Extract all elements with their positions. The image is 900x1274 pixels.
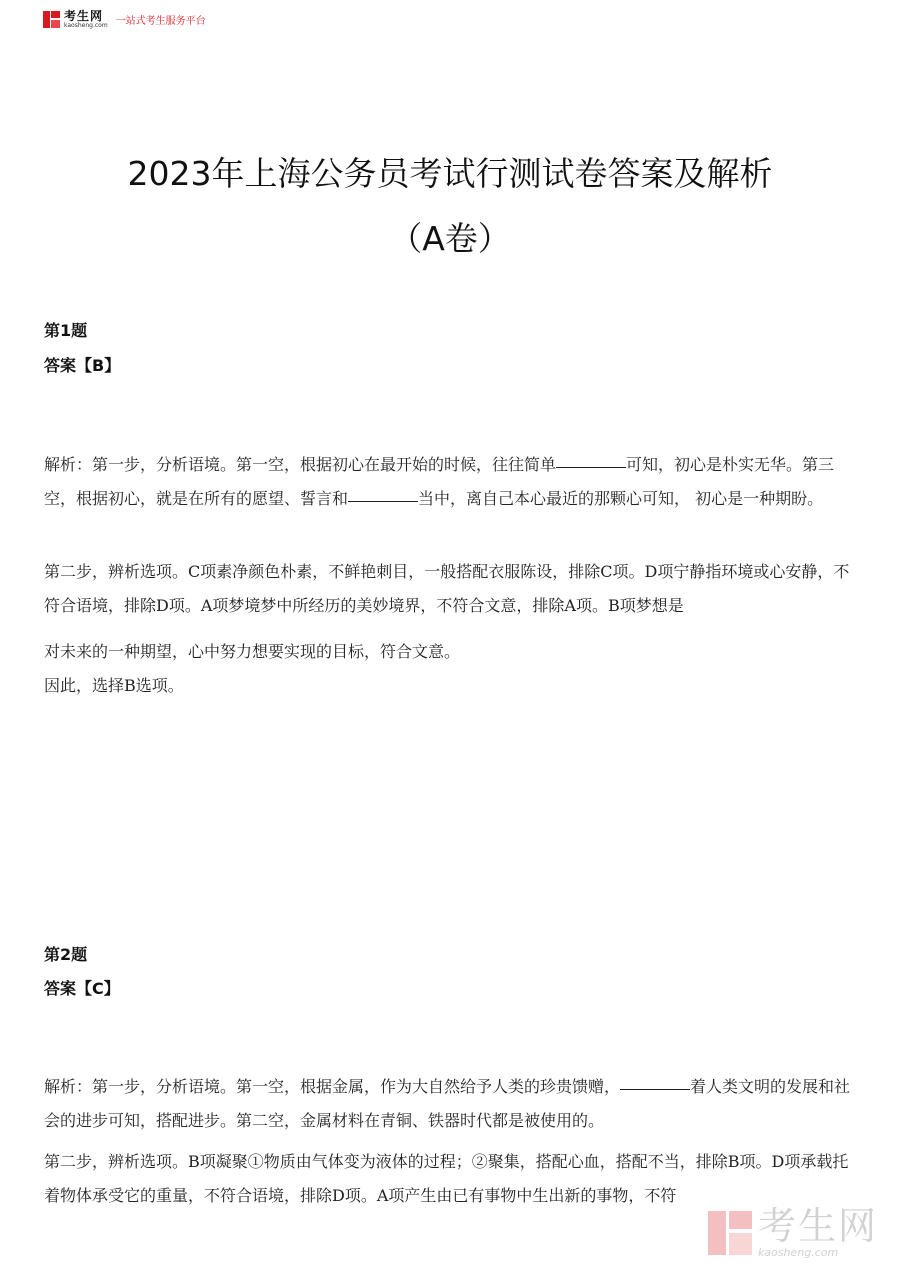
analysis-text: 着人类文明的发展和社会的进步可知，搭配进步。第二空，金属材料在青铜、铁器时代都是被使用的。 (44, 1077, 851, 1130)
fill-blank (348, 500, 418, 502)
fill-blank (620, 1088, 690, 1090)
analysis-text: 可知，初心是朴实无华。第三空，根据初心，就是在所有的愿望、誓言和 (44, 455, 835, 508)
analysis-paragraph: 第二步，辨析选项。B项凝聚①物质由气体变为液体的过程；②聚集，搭配心血，搭配不当，排除B项。D项承载托着物体承受它的重量，不符合语境，排除D项。A项产生由已有事物中生出新的事物，不符 (44, 1152, 849, 1205)
watermark (708, 1204, 878, 1259)
question-answer: 答案【C】 (44, 979, 120, 998)
watermark-logo-icon (708, 1211, 752, 1255)
watermark-domain: kaosheng.com (757, 1246, 839, 1259)
watermark-text (757, 1204, 878, 1259)
analysis-text: 当中，离自己本心最近的那颗心可知， 初心是一种期盼。 (418, 489, 824, 508)
site-header (43, 8, 206, 30)
fill-blank (556, 466, 626, 468)
analysis-paragraph: 第二步，辨析选项。C项素净颜色朴素，不鲜艳刺目，一般搭配衣服陈设，排除C项。D项宁静指环境或心安静，不符合语境，排除D项。A项梦境梦中所经历的美妙境界，不符合文意，排除A项。B项梦想是 (44, 562, 850, 615)
analysis-text: 解析：第一步，分析语境。第一空，根据金属，作为大自然给予人类的珍贵馈赠， (44, 1077, 621, 1096)
watermark-name: 考生网 (757, 1204, 878, 1248)
document-title: 2023年上海公务员考试行测试卷答案及解析 (127, 154, 773, 193)
question-answer: 答案【B】 (44, 356, 121, 375)
tagline: 一站式考生服务平台 (115, 15, 206, 27)
analysis-paragraph (44, 448, 854, 516)
analysis-paragraph: 对未来的一种期望，心中努力想要实现的目标，符合文意。 (44, 642, 461, 661)
analysis-text: 解析：第一步，分析语境。第一空，根据初心在最开始的时候，往往简单 (44, 455, 557, 474)
logo-text (64, 10, 108, 29)
question-label: 第2题 (44, 945, 88, 964)
logo-name: 考生网 (64, 8, 104, 23)
question-label: 第1题 (44, 321, 88, 340)
logo-domain: kaosheng.com (64, 21, 108, 29)
logo-icon (43, 11, 60, 28)
analysis-paragraph (44, 1070, 854, 1138)
document-subtitle: （A卷） (389, 219, 511, 258)
conclusion-paragraph: 因此，选择B选项。 (44, 676, 184, 695)
